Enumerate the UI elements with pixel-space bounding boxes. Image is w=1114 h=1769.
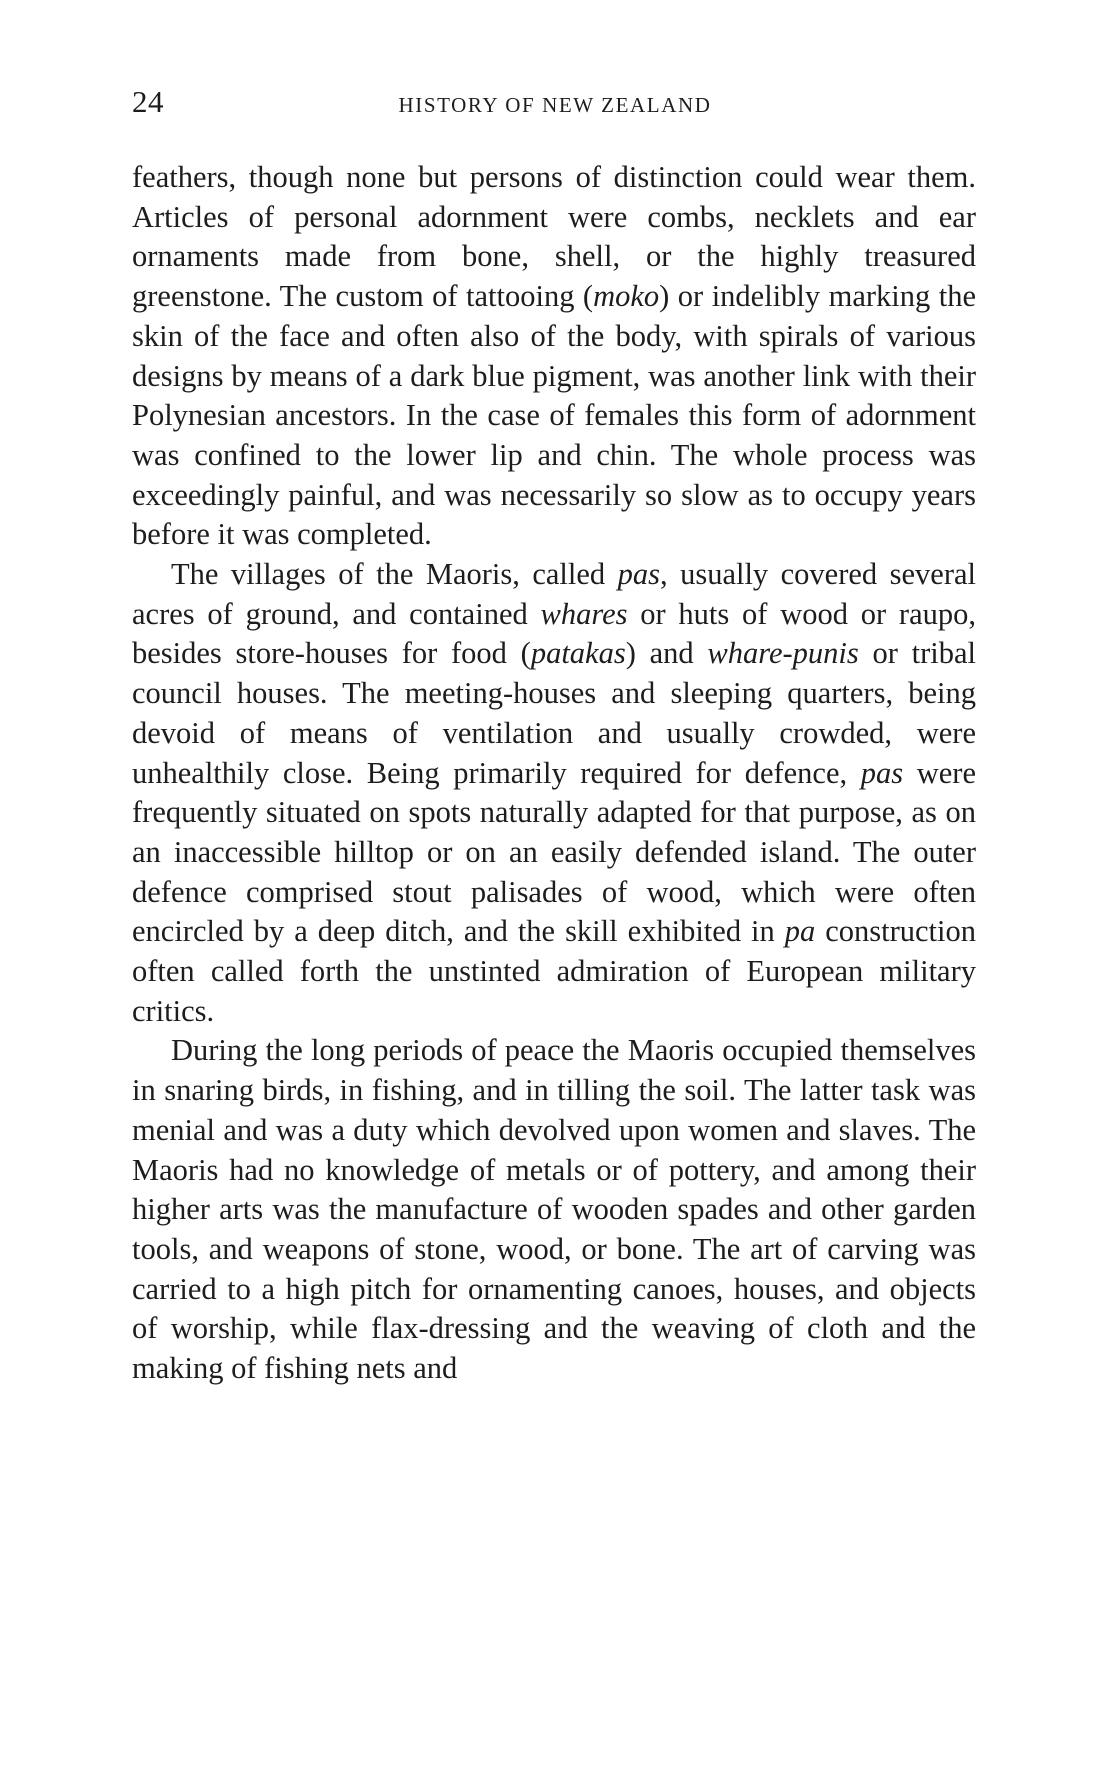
text-segment: The villages of the Maoris, called (171, 557, 618, 592)
text-segment: , usually covered several acres of ground, and contained (132, 557, 976, 631)
text-segment: construction often called forth the unstinted admiration of European military critics. (132, 914, 976, 1028)
text-segment: feathers, though none but persons of distinction could wear them. Articles of personal adornment were combs, necklets and ear ornaments made from bone, shell, or the highly treasured greenstone. The custom of tattooing ( (132, 160, 976, 314)
running-header (132, 84, 978, 124)
italic-term-moko: moko (593, 279, 660, 314)
italic-term-pas: pas (617, 557, 660, 592)
text-segment: or tribal council houses. The meeting-houses and sleeping quarters, being devoid of means of ventilation and usually crowded, were unhealthily close. Being primarily required for defence, (132, 636, 977, 790)
italic-term-pa: pa (784, 914, 816, 949)
italic-term-whare-punis: whare-punis (707, 636, 859, 671)
text-segment: ) or indelibly marking the skin of the face and often also of the body, with spirals of various designs by means of a dark blue pigment, was another link with their Polynesian ancestors. In the case of females this form of adornment was confined to the lower lip and chin. The whole process was exceedingly painful, and was necessarily so slow as to occupy years before it was completed. (132, 279, 976, 552)
text-segment: During the long periods of peace the Maoris occupied themselves in snaring birds, in fishing, and in tilling the soil. The latter task was menial and was a duty which devolved upon women and slaves. The Maoris had no knowledge of metals or of pottery, and among their higher arts was the manufacture of wooden spades and other garden tools, and weapons of stone, wood, or bone. The art of carving was carried to a high pitch for ornamenting canoes, houses, and objects of worship, while flax-dressing and the weaving of cloth and the making of fishing nets and (132, 1033, 976, 1386)
text-segment: were frequently situated on spots naturally adapted for that purpose, as on an inaccessible hilltop or on an easily defended island. The outer defence comprised stout palisades of wood, which were often encircled by a deep ditch, and the skill exhibited in (132, 755, 976, 949)
italic-term-patakas: patakas (530, 636, 626, 671)
running-title: HISTORY OF NEW ZEALAND (398, 93, 712, 117)
paragraph-villages (132, 555, 976, 1031)
paragraph-peace-occupations (132, 1031, 976, 1388)
italic-term-whares: whares (540, 596, 628, 631)
page-number: 24 (132, 84, 164, 119)
body-text (132, 158, 976, 1389)
text-segment: or huts of wood or raupo, besides store-houses for food ( (132, 596, 976, 671)
text-segment: ) and (625, 636, 708, 671)
paragraph-tattooing (132, 158, 976, 555)
italic-term-pas: pas (860, 755, 904, 790)
